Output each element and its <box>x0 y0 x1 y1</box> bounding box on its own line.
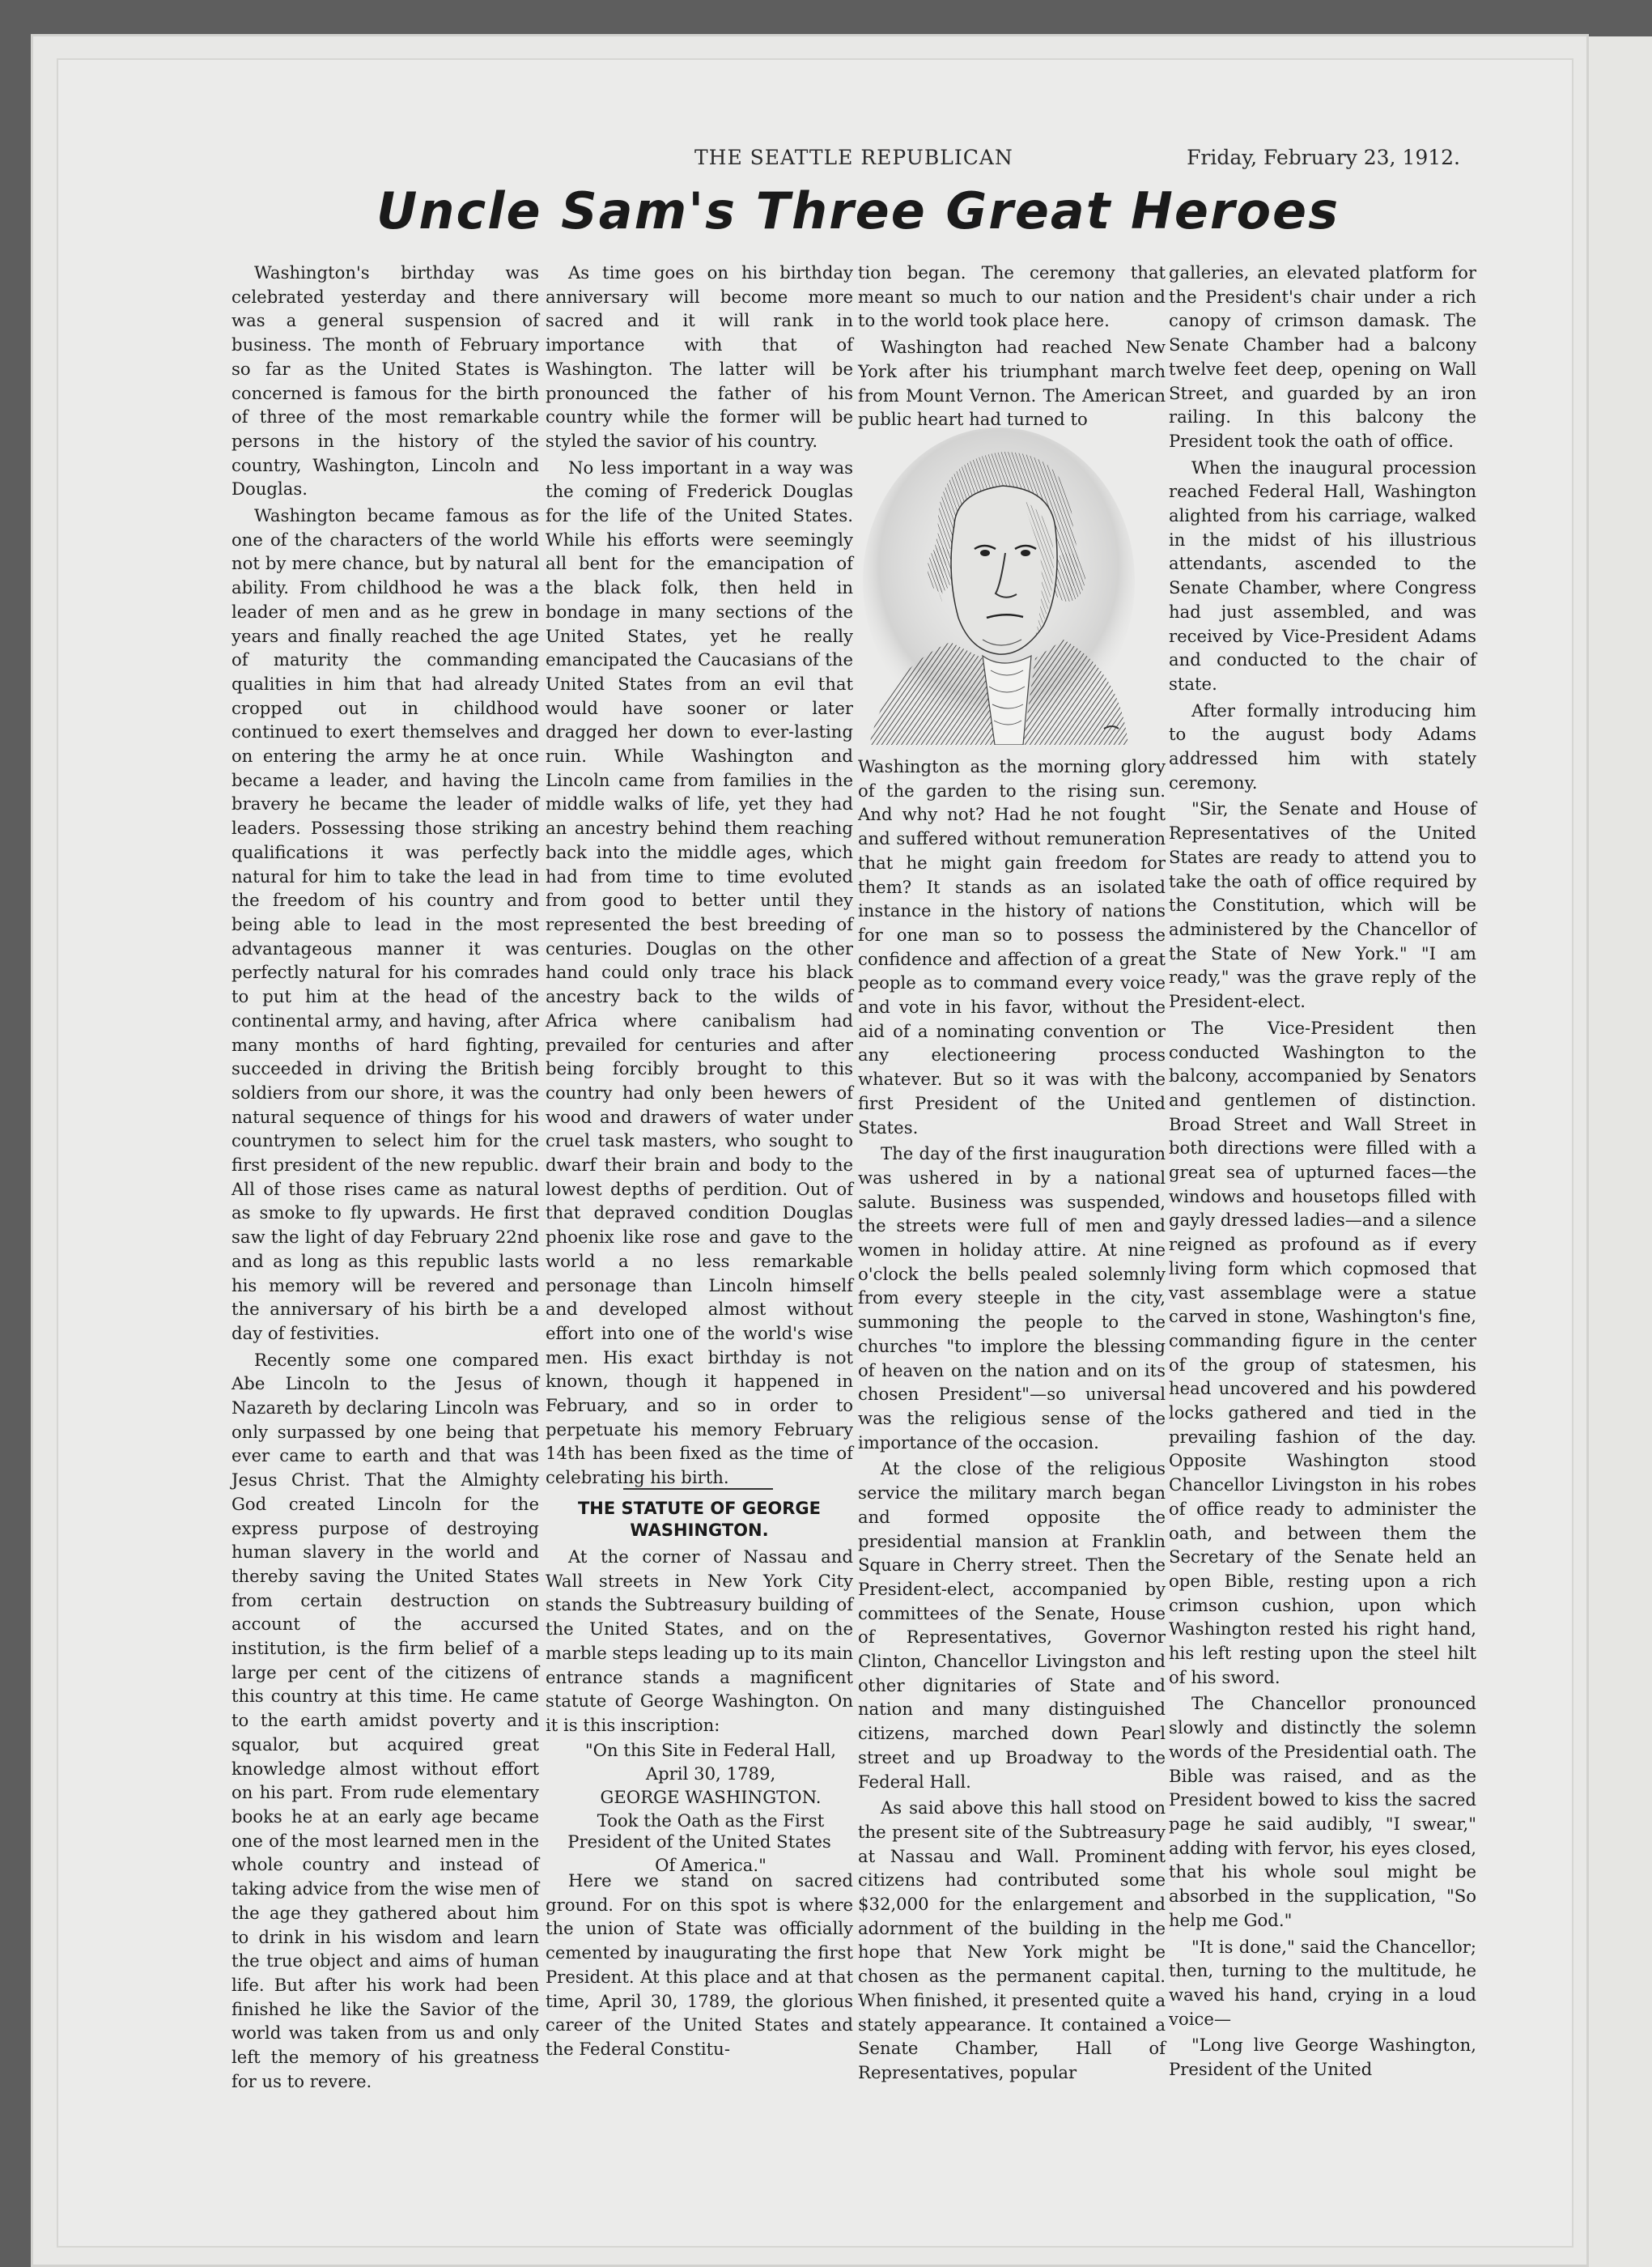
headline: Uncle Sam's Three Great Heroes <box>376 181 1340 240</box>
paragraph: Washington's birthday was celebrated yesterday and there was a general suspension of business. The month of February so far as the United States is concerned is famous for the birth of three of the most remarkable persons in the history of the country, Washington, Lincoln and Douglas. <box>231 262 539 500</box>
paragraph: "It is done," said the Chancellor; then, turning to the multitude, he waved his hand, crying in a loud voice— <box>1169 1936 1476 2029</box>
inscription-line: GEORGE WASHINGTON. <box>600 1786 822 1807</box>
article-column-1 <box>231 261 539 2095</box>
paragraph: Recently some one compared Abe Lincoln to the Jesus of Nazareth by declaring Lincoln was only surpassed by one being that ever came to earth and that was Jesus Christ. That the Almighty God created Lincoln for the express purpose of destroying human slavery in the world and thereby saving the United States from certain destruction on account of the accursed institution, is the firm belief of a large per cent of the citizens of this country at this time. He came to the earth amidst poverty and squalor, but acquired great knowledge almost without effort on his part. From rude elementary books he at an early age became one of the most learned men in the whole country and instead of taking advice from the wise men of the age they gathered about him to drink in his wisdom and learn the true object and aims of human life. But after his work had been finished he like the Savior of the world was taken from us and only left the memory of his greatness for us to revere. <box>231 1349 539 2091</box>
inscription-line: April 30, 1789, <box>645 1763 776 1784</box>
paragraph: "Sir, the Senate and House of Representatives of the United States are ready to attend you to take the oath of office required by the Constitution, which will be administered by the Chancellor of the State of New York." "I am ready," was the grave reply of the President-elect. <box>1169 798 1476 1012</box>
paragraph: tion began. The ceremony that meant so much to our nation and to the world took place here. <box>858 262 1166 331</box>
washington-portrait-engraving <box>861 427 1136 745</box>
paragraph: The day of the first inauguration was ushered in by a national salute. Business was suspended, the streets were full of men and women in holiday attire. At nine o'clock the bells pealed solemnly from every steeple in the city, summoning the people to the churches "to implore the blessing of heaven on the nation and on its chosen President"—so universal was the religious sense of the importance of the occasion. <box>858 1143 1166 1452</box>
article-column-2 <box>546 261 853 1492</box>
paragraph: No less important in a way was the coming of Frederick Douglas for the life of the United States. While his efforts were seemingly all bent for the emancipation of the black folk, then held in bondage in many sections of the United States, yet he really emancipated the Caucasians of the United States from an evil that would have sooner or later dragged her down to ever-lasting ruin. While Washington and Lincoln came from families in the middle walks of life, yet they had an ancestry behind them reaching back into the middle ages, which had from time to time evoluted from good to better until they represented the best breeding of centuries. Douglas on the other hand could only trace his black ancestry back to the wilds of Africa where canibalism had prevailed for centuries and after being forcibly brought to this country had only been hewers of wood and drawers of water under cruel task masters, who sought to dwarf their brain and body to the lowest depths of perdition. Out of that depraved condition Douglas phoenix like rose and gave to the world a no less remarkable personage than Lincoln himself and developed almost without effort into one of the world's wise men. His exact birthday is not known, though it happened in February, and so in order to perpetuate his memory February 14th has been fixed as the time of celebrating his birth. <box>546 457 853 1488</box>
next-page-edge <box>1585 36 1652 2267</box>
article-column-3-top <box>858 261 1166 434</box>
issue-date: Friday, February 23, 1912. <box>1187 146 1460 169</box>
statute-section <box>546 1545 853 1878</box>
inscription-line: Of America." <box>655 1854 767 1875</box>
paragraph: After formally introducing him to the august body Adams addressed him with stately ceremony. <box>1169 700 1476 793</box>
newspaper-name: THE SEATTLE REPUBLICAN <box>694 146 1013 169</box>
paragraph: As time goes on his birthday anniversary will become more sacred and it will rank in importance with that of Washington. The latter will be pronounced the father of his country while the former will be styled the savior of his country. <box>546 262 853 451</box>
paragraph: When the inaugural procession reached Federal Hall, Washington alighted from his carriage, walked in the midst of his illustrious attendants, ascended to the Senate Chamber, where Congress had just assembled, and was received by Vice-President Adams and conducted to the chair of state. <box>1169 457 1476 694</box>
article-column-4 <box>1169 261 1476 2084</box>
paragraph: As said above this hall stood on the present site of the Subtreasury at Nassau and Wall. Prominent citizens had contributed some $32,000 for the enlargement and adornment of the building in the hope that New York might be chosen as the permanent capital. When finished, it presented quite a stately appearance. It contained a Senate Chamber, Hall of Representatives, popular <box>858 1797 1166 2082</box>
paragraph: Washington had reached New York after his triumphant march from Mount Vernon. The American public heart had turned to <box>858 337 1166 430</box>
statute-heading: THE STATUTE OF GEORGE WASHINGTON. <box>577 1499 822 1540</box>
paragraph: Washington as the morning glory of the garden to the rising sun. And why not? Had he not fought and suffered without remuneration that he might gain freedom for them? It stands as an isolated instance in the history of nations for one man so to possess the confidence and affection of a great people as to command every voice and vote in his favor, without the aid of a nominating convention or any electioneering process whatever. But so it was with the first President of the United States. <box>858 756 1166 1138</box>
page-header <box>243 146 1473 178</box>
paragraph: Washington became famous as one of the characters of the world not by mere chance, but by natural ability. From childhood he was a leader of men and as he grew in years and finally reached the age of maturity the commanding qualities in him that had already cropped out in childhood continued to exert themselves and on entering the army he at once became a leader, and having the bravery he became the leader of leaders. Possessing those striking qualifications it was perfectly natural for him to take the lead in the freedom of his country and being able to lead in the most advantageous manner it was perfectly natural for his comrades to put him at the head of the continental army, and having, after many months of hard fighting, succeeded in driving the British soldiers from our shore, it was the natural sequence of things for his countrymen to select him for the first president of the new republic. All of those rises came as natural as smoke to fly upwards. He first saw the light of day February 22nd and as long as this republic lasts his memory will be revered and the anniversary of his birth be a day of festivities. <box>231 505 539 1343</box>
paragraph: At the close of the religious service the military march began and formed opposite the presidential mansion at Franklin Square in Cherry street. Then the President-elect, accompanied by committees of the Senate, House of Representatives, Governor Clinton, Chancellor Livingston and other dignitaries of State and nation and many distinguished citizens, marched down Pearl street and up Broadway to the Federal Hall. <box>858 1458 1166 1792</box>
paragraph: The Chancellor pronounced slowly and distinctly the solemn words of the Presidential oath. The Bible was raised, and as the President bowed to kiss the sacred page he said audibly, "I swear," adding with fervor, his eyes closed, that his whole soul might be absorbed in the supplication, "So help me God." <box>1169 1693 1476 1930</box>
paragraph: galleries, an elevated platform for the President's chair under a rich canopy of crimson damask. The Senate Chamber had a balcony twelve feet deep, opening on Wall Street, and guarded by an iron railing. In this balcony the President took the oath of office. <box>1169 262 1476 451</box>
paragraph: "Long live George Washington, President of the United <box>1169 2035 1476 2080</box>
section-divider <box>623 1488 773 1490</box>
statute-continuation <box>546 1869 853 2061</box>
paragraph: At the corner of Nassau and Wall streets in New York City stands the Subtreasury building of the United States, and on the marble steps leading up to its main entrance stands a magnificent statute of George Washington. On it is this inscription: <box>546 1546 853 1735</box>
article-column-3 <box>858 755 1166 2087</box>
inscription-line: Took the Oath as the First President of the United States <box>567 1810 831 1852</box>
paragraph: The Vice-President then conducted Washington to the balcony, accompanied by Senators and gentlemen of distinction. Broad Street and Wall Street in both directions were filled with a great sea of upturned faces—the windows and housetops filled with gayly dressed ladies—and a silence reigned as profound as if every living form which copmosed that vast assemblage were a statue carved in stone, Washington's fine, commanding figure in the center of the group of statesmen, his head uncovered and his powdered locks gathered and tied in the prevailing fashion of the day. Opposite Washington stood Chancellor Livingston in his robes of office ready to administer the oath, and between them the Secretary of the Senate held an open Bible, resting upon a rich crimson cushion, upon which Washington rested his right hand, his left resting upon the steel hilt of his sword. <box>1169 1017 1476 1687</box>
paragraph: Here we stand on sacred ground. For on this spot is where the union of State was officially cemented by inaugurating the first President. At this place and at that time, April 30, 1789, the glorious career of the United States and the Federal Constitu- <box>546 1870 853 2059</box>
inscription-line: "On this Site in Federal Hall, <box>584 1739 837 1760</box>
